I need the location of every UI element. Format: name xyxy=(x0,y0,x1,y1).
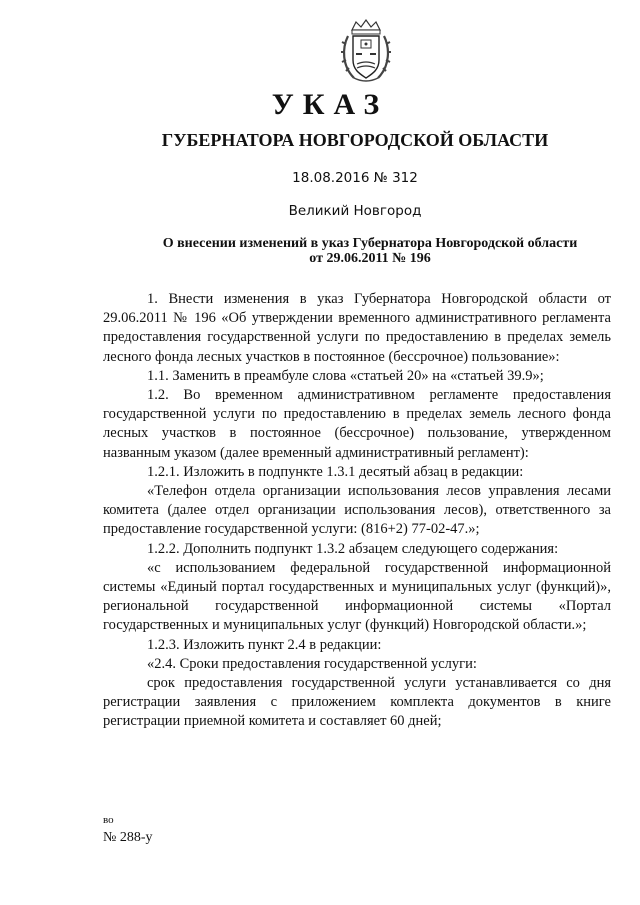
paragraph-portal-quote: «с использованием федеральной государственной информационной системы «Единый портал государственных и муниципальных услуг (функций)», региональной государственной информационной системы «Портал государственных и муниципальных услуг (функций) Новгородской области.»; xyxy=(103,559,611,634)
heading-line-2: от 29.06.2011 № 196 xyxy=(309,251,431,266)
footer-initials: во xyxy=(103,814,114,826)
coat-of-arms-emblem xyxy=(340,18,392,84)
document-city: Великий Новгород xyxy=(288,203,422,219)
document-footer xyxy=(103,812,153,846)
paragraph-1-2-2: 1.2.2. Дополнить подпункт 1.3.2 абзацем следующего содержания: xyxy=(147,540,559,557)
document-title: УКАЗ xyxy=(271,88,389,121)
footer-number: № 288-у xyxy=(103,830,153,845)
paragraph-phone-quote: «Телефон отдела организации использования лесов управления лесами комитета (далее отдел организации использования лесов), ответственного за предоставление государственной услуги: (816+2) 77-02-47.»; xyxy=(103,483,611,538)
paragraph-1-2: 1.2. Во временном административном регламенте предоставления государственной услуги по предоставлению в пределах земель лесного фонда лесных участков в постоянное (бессрочное) пользование, утвержденном названным указом (далее временный административный регламент): xyxy=(103,387,611,461)
paragraph-1-1: 1.1. Заменить в преамбуле слова «статьей 20» на «статьей 39.9»; xyxy=(147,367,544,384)
paragraph-1-2-1: 1.2.1. Изложить в подпункте 1.3.1 десятый абзац в редакции: xyxy=(147,463,524,480)
document-date-number: 18.08.2016 № 312 xyxy=(292,170,418,186)
document-body xyxy=(103,290,611,732)
paragraph-1-2-3: 1.2.3. Изложить пункт 2.4 в редакции: xyxy=(147,636,382,653)
document-subtitle: ГУБЕРНАТОРА НОВГОРОДСКОЙ ОБЛАСТИ xyxy=(161,130,549,150)
paragraph-1: 1. Внести изменения в указ Губернатора Новгородской области от 29.06.2011 № 196 «Об утверждении временного административного регламента предоставления государственной услуги по предоставлению в пределах земель лесного фонда лесных участков в постоянное (бессрочное) пользование»: xyxy=(103,291,611,365)
paragraph-term: срок предоставления государственной услуги устанавливается со дня регистрации заявления с приложением комплекта документов в книге регистрации приемной комитета и составляет 60 дней; xyxy=(103,675,611,730)
heading-line-1: О внесении изменений в указ Губернатора Новгородской области xyxy=(162,236,578,251)
document-heading xyxy=(100,236,640,266)
paragraph-2-4-quote: «2.4. Сроки предоставления государственной услуги: xyxy=(147,655,477,672)
